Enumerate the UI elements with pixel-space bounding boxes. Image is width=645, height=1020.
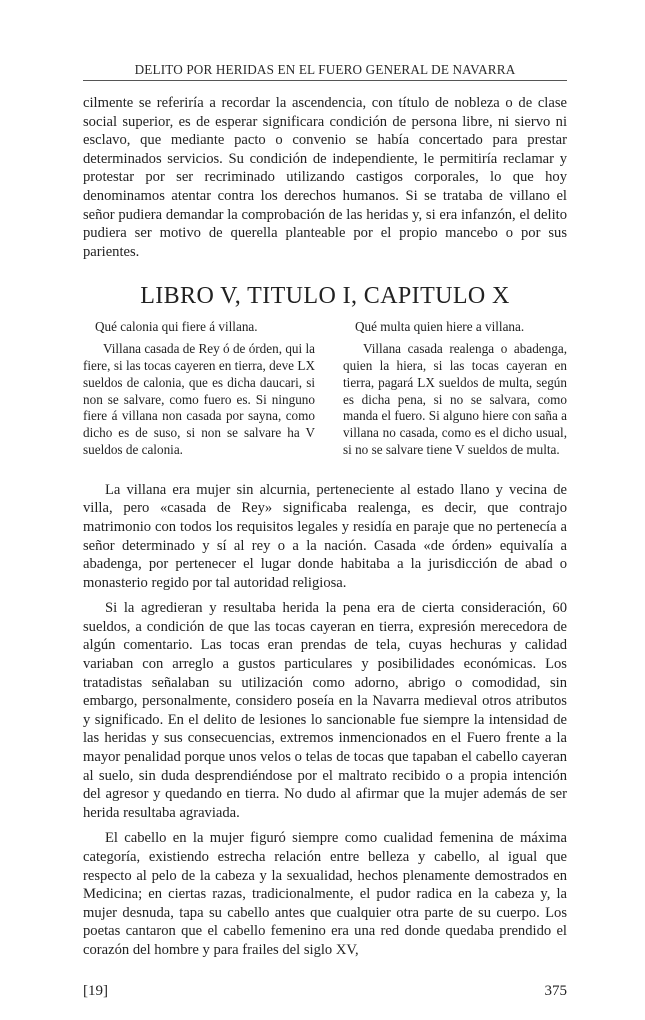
left-column-caption: Qué calonia qui fiere á villana. — [95, 319, 258, 335]
chapter-title: LIBRO V, TITULO I, CAPITULO X — [140, 283, 510, 310]
right-column-caption: Qué multa quien hiere a villana. — [355, 319, 525, 335]
right-column-text: Villana casada realenga o abadenga, quien la hiera, si las tocas cayeran en tierra, pagará LX sueldos de multa, según es dicha pena, si no se salvara, como manda el fuero. Si alguno hiere con saña a villana no casada, como es el dicho usual, si no se salvare tiene V sueldos de multa. — [343, 341, 567, 457]
page-footer — [83, 982, 567, 1000]
body-paragraph: La villana era mujer sin alcurnia, perteneciente al estado llano y vecina de villa, pero «casada de Rey» significaba realenga, es decir, que contrajo matrimonio con todos los requisitos legales y residía en paraje que no pertenecía a señor determinado y sí al rey o a la nación. Casada «de órden» equivalía a abadenga, por pertenecer el lugar donde habitaba a la jurisdicción de abad o monasterio regido por tal autoridad religiosa. — [83, 481, 567, 591]
intro-paragraph-block — [83, 94, 567, 261]
left-column-original-text — [83, 319, 315, 458]
main-body-block — [83, 481, 567, 960]
parallel-text-columns — [83, 319, 567, 458]
page — [83, 0, 567, 1020]
left-column-text: Villana casada de Rey ó de órden, qui la fiere, si las tocas cayeren en tierra, deve LX sueldos de calonia, que es dicha daucari, si non se salvare, como fuero es. Si ninguno fiere á villana non casada por sayna, como dicho es de suso, si non se salvare ha V sueldos de calonia. — [83, 341, 315, 457]
page-number: 375 — [544, 982, 567, 999]
body-paragraph: Si la agredieran y resultaba herida la pena era de cierta consideración, 60 sueldos, a condición de que las tocas cayeran en tierra, expresión merecedora de algún comentario. Las tocas eran prendas de tela, cuyas hechuras y calidad variaban con arreglo a gustos particulares y posibilidades económicas. Los tratadistas señalaban su utilización como adorno, abrigo o comodidad, sin embargo, personalmente, considero poseía en la Navarra medieval otros atributos y significado. En el delito de lesiones lo sancionable fue siempre la intensidad de las heridas y sus consecuencias, extremos inmencionados en el Fuero frente a la mayor penalidad porque unos velos o telas de tocas que tapaban el cabello cayeran al suelo, sin duda desprendiéndose por el maltrato recibido o a propia intención del agresor y quedando en tierra. No dudo al afirmar que la mujer además de ser herida resultaba agraviada. — [83, 600, 567, 821]
body-paragraph: El cabello en la mujer figuró siempre como cualidad femenina de máxima categoría, existiendo estrecha relación entre belleza y cabello, al igual que respecto al pelo de la cabeza y la sexualidad, hechos plenamente demostrados en Medicina; en ciertas razas, tradicionalmente, el pudor radica en la cabeza y, la mujer desnuda, tapa su cabello antes que cualquier otra parte de su cuerpo. Los poetas cantaron que el cabello femenino era una red donde quedaba prendido el corazón del hombre y para frailes del siglo XV, — [83, 830, 567, 958]
intro-paragraph: cilmente se referiría a recordar la ascendencia, con título de nobleza o de clase social superior, es de esperar significara condición de persona libre, ni siervo ni esclavo, que mediante pacto o convenio se había concertado para prestar determinados servicios. Su condición de independiente, le permitiría reclamar y protestar por ser recriminado utilizando castigos corporales, lo que hoy denominamos atentar contra los derechos humanos. Si se trataba de villano el señor pudiera demandar la comprobación de las heridas y, si era infanzón, el delito pudiera ser motivo de querella planteable por el propio mancebo o por sus parientes. — [83, 95, 567, 260]
header-rule — [83, 80, 567, 81]
bracket-folio-number: [19] — [83, 982, 108, 999]
running-head-title: DELITO POR HERIDAS EN EL FUERO GENERAL DE NAVARRA — [134, 62, 516, 77]
right-column-translation — [343, 319, 567, 458]
